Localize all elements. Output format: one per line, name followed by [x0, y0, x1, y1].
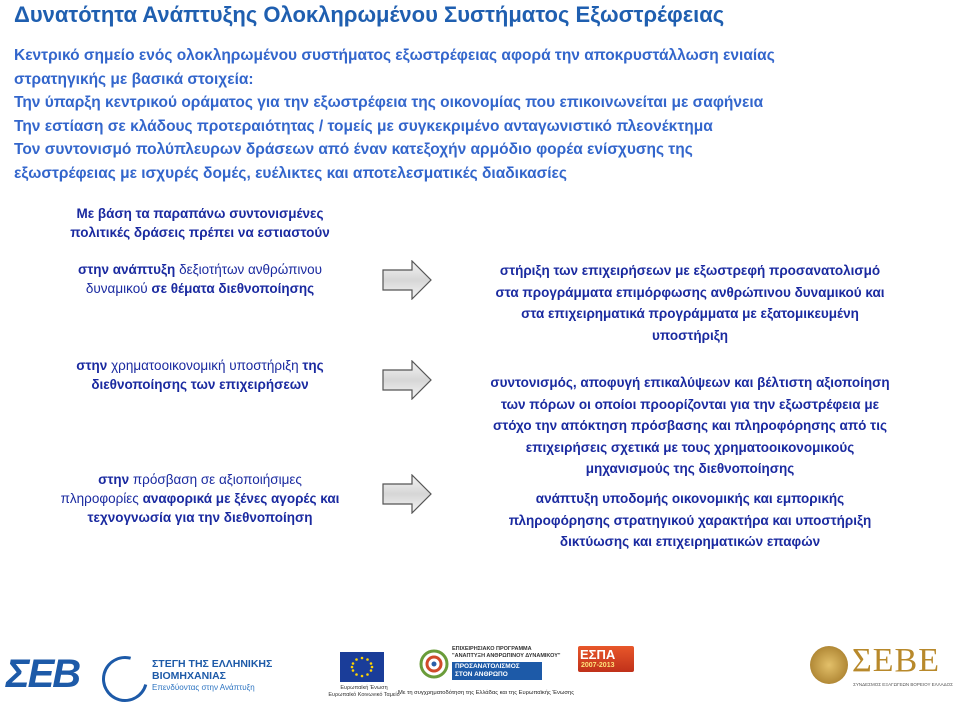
footer-logos [0, 638, 960, 701]
eu-caption: Ευρωπαϊκή Ένωση [340, 685, 388, 691]
focus-heading [30, 204, 370, 242]
text-line: μηχανισμούς της διεθνοποίησης [585, 461, 795, 476]
arrow-right-icon [382, 260, 432, 300]
text-line: επιχειρήσεις σχετικά με τους χρηματοοικονομικούς [525, 439, 855, 455]
text-line: ανάπτυξη υποδομής οικονομικής και εμπορικής [535, 491, 845, 506]
intro-line: εξωστρέφειας με ισχυρές δομές, ευέλικτες και αποτελεσματικές διαδικασίες [14, 164, 567, 182]
text: πληροφορίες [60, 491, 143, 506]
seb-slogan: Επενδύοντας στην Ανάπτυξη [152, 683, 255, 692]
text-line: συντονισμός, αποφυγή επικαλύψεων και βέλτιστη αξιοποίηση [490, 375, 890, 390]
seve-logo [810, 642, 956, 696]
left-item-financing [30, 356, 370, 394]
espa-label: ΕΣΠΑ [580, 647, 616, 662]
intro-line: Την εστίαση σε κλάδους προτεραιότητας / τομείς με συγκεκριμένο ανταγωνιστικό πλεονέκτημα [14, 117, 713, 135]
emphasis: αναφορικά με ξένες αγορές και [142, 491, 340, 506]
seb-logo-mark: ΣΕΒ [6, 652, 80, 696]
text-line: στήριξη των επιχειρήσεων με εξωστρεφή προσανατολισμό [499, 263, 881, 278]
text: δυναμικού [85, 281, 152, 296]
seb-tagline: ΣΤΕΓΗ ΤΗΣ ΕΛΛΗΝΙΚΗΣ [152, 658, 273, 670]
seb-logo [6, 652, 276, 698]
op-banner: ΣΤΟΝ ΑΝΘΡΩΠΟ [455, 671, 508, 678]
seve-logo-mark: ΣΕΒΕ [852, 642, 941, 679]
op-logo [418, 644, 561, 690]
coin-emblem-icon [810, 646, 848, 684]
intro-line: Την ύπαρξη κεντρικού οράματος για την εξωστρέφεια της οικονομίας που επικοινωνείται με σαφήνεια [14, 94, 764, 111]
cofunding-caption: Με τη συγχρηματοδότηση της Ελλάδας και της Ευρωπαϊκής Ένωσης [398, 690, 575, 696]
text-line: υποστήριξη [652, 327, 728, 343]
emphasis: διεθνοποίησης των επιχειρήσεων [91, 377, 309, 392]
emphasis: στην ανάπτυξη [77, 262, 176, 277]
text: δεξιοτήτων ανθρώπινου [175, 262, 323, 277]
emphasis: τεχνογνωσία για την διεθνοποίηση [87, 510, 313, 525]
left-item-information [30, 470, 370, 527]
eu-caption: Ευρωπαϊκό Κοινωνικό Ταμείο [328, 691, 400, 698]
page-title: Δυνατότητα Ανάπτυξης Ολοκληρωμένου Συστήματος Εξωστρέφειας [14, 2, 725, 27]
espa-logo [578, 646, 644, 686]
text-line: πληροφόρησης στρατηγικού χαρακτήρα και υποστήριξη [508, 512, 872, 528]
text-line: των πόρων οι οποίοι προορίζονται για την εξωστρέφεια με [500, 396, 880, 412]
arrow-right-icon [382, 360, 432, 400]
op-banner: ΠΡΟΣΑΝΑΤΟΛΙΣΜΟΣ [455, 663, 520, 670]
espa-badge [578, 646, 634, 672]
eu-flag-icon [340, 652, 384, 682]
intro-line: Κεντρικό σημείο ενός ολοκληρωμένου συστήματος εξωστρέφειας αφορά την αποκρυστάλλωση ενιαίας [14, 47, 775, 64]
seve-caption: ΣΥΝΔΕΣΜΟΣ ΕΞΑΓΩΓΕΩΝ ΒΟΡΕΙΟΥ ΕΛΛΑΔΟΣ [853, 682, 953, 687]
op-emblem-icon [418, 648, 450, 680]
intro-line: στρατηγικής με βασικά στοιχεία: [14, 70, 254, 88]
text: πρόσβαση σε αξιοποιήσιμες [129, 472, 302, 487]
focus-heading-line: πολιτικές δράσεις πρέπει να εστιαστούν [70, 225, 330, 240]
emphasis: της [302, 358, 324, 373]
arrow-right-icon [382, 474, 432, 514]
focus-heading-line: Με βάση τα παραπάνω συντονισμένες [76, 206, 324, 221]
text-line: στα επιχειρηματικά προγράμματα με εξατομικευμένη [521, 306, 859, 321]
left-item-skills [30, 260, 370, 298]
emphasis: στην [98, 472, 130, 487]
emphasis: στην [76, 358, 108, 373]
right-item-infrastructure [450, 488, 930, 553]
right-item-coordination [450, 372, 930, 480]
text-line: δικτύωσης και επιχειρηματικών επαφών [559, 534, 821, 549]
text-line: στόχο την απόκτηση πρόσβασης και πληροφόρησης από τις [493, 418, 887, 433]
intro-text [14, 44, 944, 185]
seb-tagline: ΒΙΟΜΗΧΑΝΙΑΣ [152, 670, 226, 682]
emphasis: σε θέματα διεθνοποίησης [151, 281, 315, 296]
right-item-training-support [450, 260, 930, 346]
text-line: στα προγράμματα επιμόρφωσης ανθρώπινου δυναμικού και [495, 284, 885, 300]
op-title: ΕΠΙΧΕΙΡΗΣΙΑΚΟ ΠΡΟΓΡΑΜΜΑ [452, 646, 532, 652]
text: χρηματοοικονομική υποστήριξη [107, 358, 303, 373]
eu-logo [322, 652, 406, 700]
op-title: "ΑΝΑΠΤΥΞΗ ΑΝΘΡΩΠΙΝΟΥ ΔΥΝΑΜΙΚΟΥ" [452, 653, 561, 659]
intro-line: Τον συντονισμό πολύπλευρων δράσεων από έναν κατεξοχήν αρμόδιο φορέα ενίσχυσης της [14, 141, 693, 158]
espa-years: 2007-2013 [581, 662, 615, 669]
